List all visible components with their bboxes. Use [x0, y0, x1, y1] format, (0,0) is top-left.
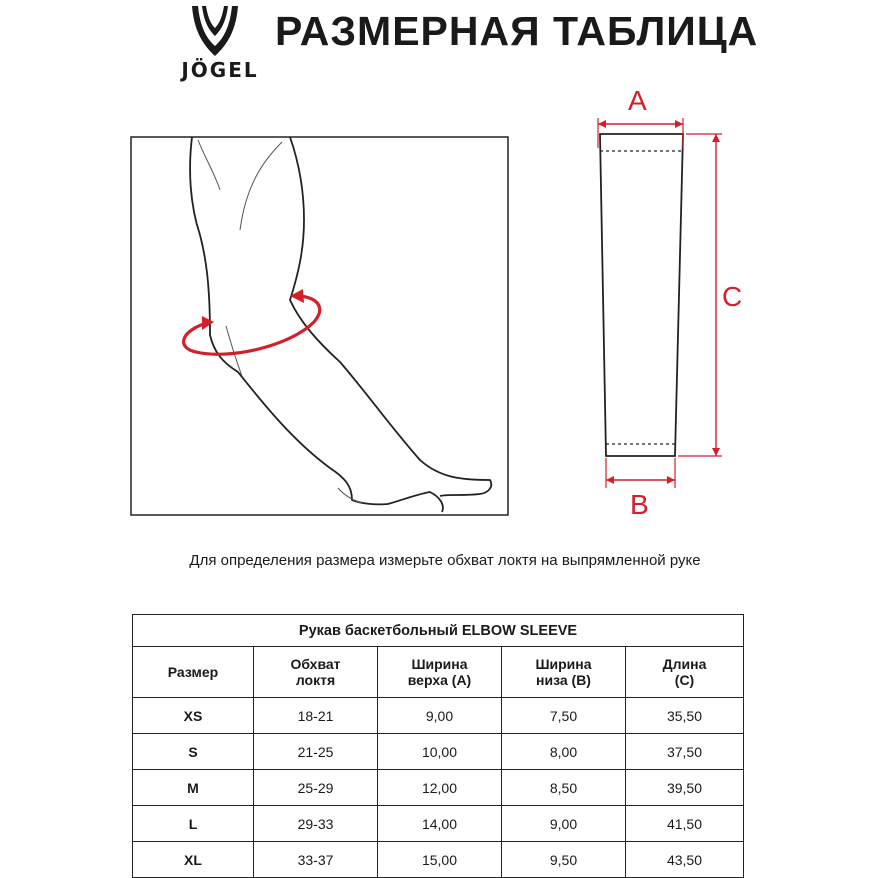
cell-top-width: 14,00	[378, 806, 502, 842]
cell-length: 39,50	[626, 770, 744, 806]
cell-length: 41,50	[626, 806, 744, 842]
measurement-instruction: Для определения размера измерьте обхват локтя на выпрямленной руке	[189, 552, 701, 569]
header-length: Длина (C)	[626, 647, 744, 698]
cell-length: 37,50	[626, 734, 744, 770]
cell-top-width: 10,00	[378, 734, 502, 770]
cell-top-width: 15,00	[378, 842, 502, 878]
table-caption: Рукав баскетбольный ELBOW SLEEVE	[133, 615, 744, 647]
cell-size: XL	[133, 842, 254, 878]
cell-length: 43,50	[626, 842, 744, 878]
table-row	[133, 770, 744, 806]
page-title: РАЗМЕРНАЯ ТАБЛИЦА	[275, 8, 759, 54]
cell-bottom-width: 8,50	[502, 770, 626, 806]
table-row	[133, 806, 744, 842]
brand-logo	[160, 0, 270, 85]
cell-girth: 25-29	[254, 770, 378, 806]
dimension-label-c: C	[722, 281, 743, 312]
table-row	[133, 698, 744, 734]
header-size: Размер	[133, 647, 254, 698]
brand-emblem-icon	[188, 4, 242, 58]
cell-girth: 33-37	[254, 842, 378, 878]
cell-size: L	[133, 806, 254, 842]
cell-size: M	[133, 770, 254, 806]
dimension-label-b: B	[630, 489, 649, 520]
cell-bottom-width: 9,50	[502, 842, 626, 878]
size-table	[132, 614, 744, 878]
cell-top-width: 12,00	[378, 770, 502, 806]
arm-illustration	[131, 137, 508, 515]
header-top-width: Ширина верха (A)	[378, 647, 502, 698]
cell-girth: 21-25	[254, 734, 378, 770]
cell-size: S	[133, 734, 254, 770]
cell-size: XS	[133, 698, 254, 734]
header-elbow-girth: Обхват локтя	[254, 647, 378, 698]
cell-length: 35,50	[626, 698, 744, 734]
cell-girth: 18-21	[254, 698, 378, 734]
table-row	[133, 734, 744, 770]
header-bottom-width: Ширина низа (B)	[502, 647, 626, 698]
dimension-label-a: A	[628, 85, 647, 116]
brand-name: JÖGEL	[181, 58, 259, 82]
sleeve-schematic	[598, 118, 722, 488]
table-row	[133, 842, 744, 878]
table-header-row	[133, 647, 744, 698]
cell-top-width: 9,00	[378, 698, 502, 734]
measurement-diagram	[0, 80, 875, 530]
cell-girth: 29-33	[254, 806, 378, 842]
cell-bottom-width: 7,50	[502, 698, 626, 734]
cell-bottom-width: 8,00	[502, 734, 626, 770]
cell-bottom-width: 9,00	[502, 806, 626, 842]
